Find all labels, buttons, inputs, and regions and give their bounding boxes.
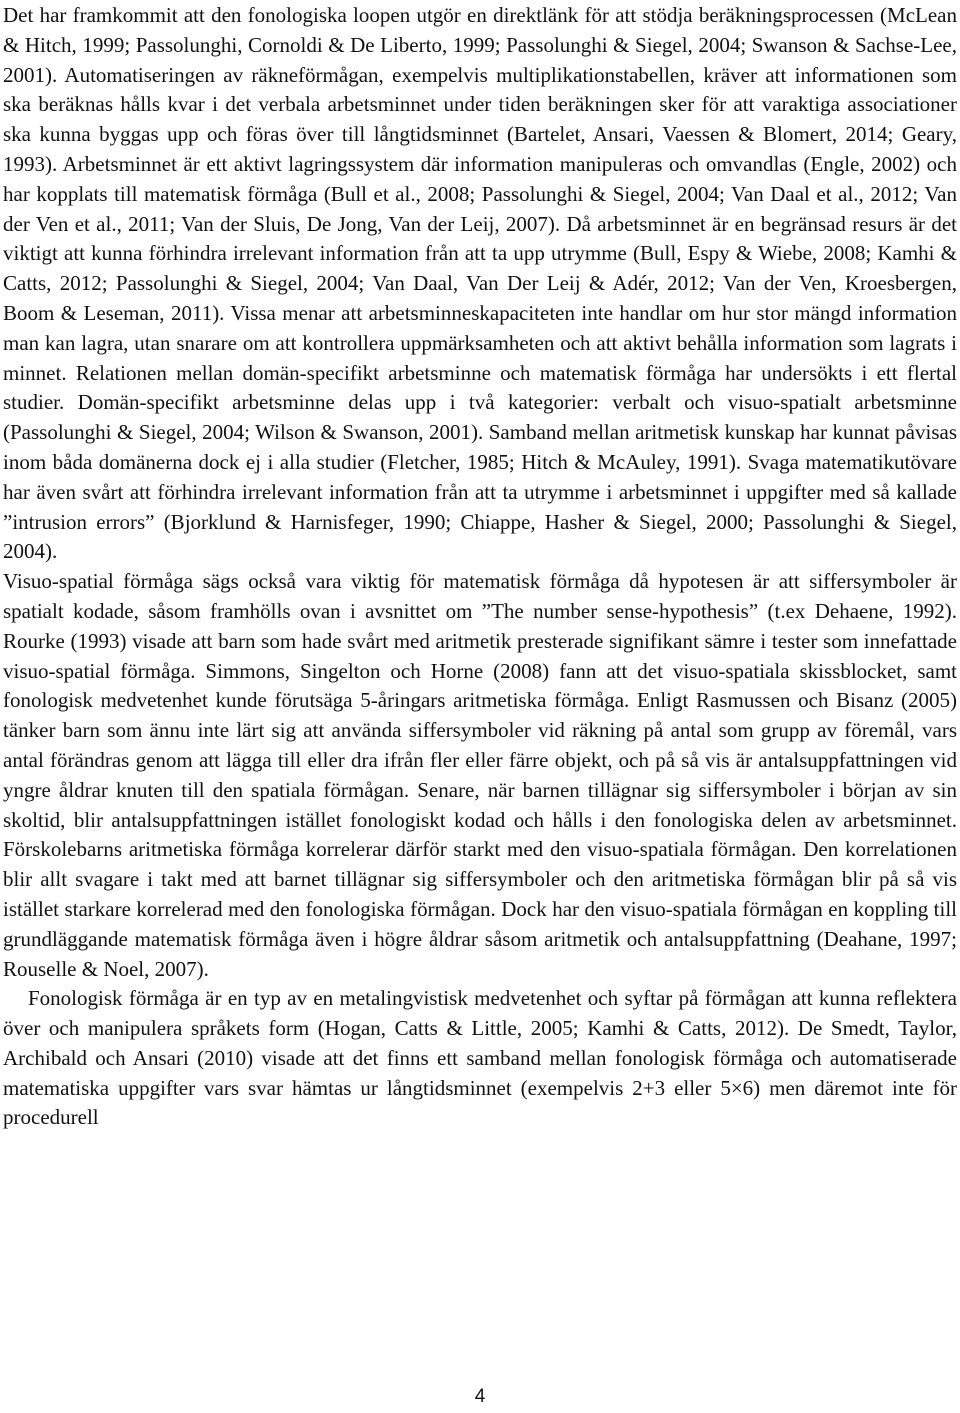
document-page	[3, 0, 957, 1133]
paragraph-phonological: Fonologisk förmåga är en typ av en metalingvistisk medvetenhet och syftar på förmågan att kunna reflektera över och manipulera språkets form (Hogan, Catts & Little, 2005; Kamhi & Catts, 2012). De Smedt, Taylor, Archibald och Ansari (2010) visade att det finns ett samband mellan fonologisk förmåga och automatiserade matematiska uppgifter vars svar hämtas ur långtidsminnet (exempelvis 2+3 eller 5×6) men däremot inte för procedurell	[3, 986, 957, 1130]
paragraph-visuo-spatial: Visuo-spatial förmåga sägs också vara viktig för matematisk förmåga då hypotesen är att siffersymboler är spatialt kodade, såsom framhölls ovan i avsnittet om ”The number sense-hypothesis” (t.ex Dehaene, 1992). Rourke (1993) visade att barn som hade svårt med aritmetik presterade signifikant sämre i tester som innefattade visuo-spatial förmåga. Simmons, Singelton och Horne (2008) fann att det visuo-spatiala skissblocket, samt fonologisk medvetenhet kunde förutsäga 5-åringars aritmetiska förmåga. Enligt Rasmussen och Bisanz (2005) tänker barn som ännu inte lärt sig att använda siffersymboler vid räkning på antal som grupp av föremål, vars antal förändras genom att lägga till eller dra ifrån fler eller färre objekt, och på så vis är antalsuppfattningen vid yngre åldrar knuten till den spatiala förmågan. Senare, när barnen tillägnar sig siffersymboler i början av sin skoltid, blir antalsuppfattningen istället fonologiskt kodad och hålls i den fonologiska delen av arbetsminnet. Förskolebarns aritmetiska förmåga korrelerar därför starkt med den visuo-spatiala förmågan. Den korrelationen blir allt svagare i takt med att barnet tillägnar sig siffersymboler och den aritmetiska förmågan blir på så vis istället starkare korrelerad med den fonologiska förmågan. Dock har den visuo-spatiala förmågan en koppling till grundläggande matematisk förmåga även i högre åldrar såsom aritmetik och antalsuppfattning (Deahane, 1997; Rouselle & Noel, 2007).	[3, 569, 957, 981]
paragraph-working-memory: Det har framkommit att den fonologiska loopen utgör en direktlänk för att stödja beräkningsprocessen (McLean & Hitch, 1999; Passolunghi, Cornoldi & De Liberto, 1999; Passolunghi & Siegel, 2004; Swanson & Sachse-Lee, 2001). Automatiseringen av räkneförmågan, exempelvis multiplikationstabellen, kräver att informationen som ska beräknas hålls kvar i det verbala arbetsminnet under tiden beräkningen sker för att varaktiga associationer ska kunna byggas upp och föras över till långtidsminnet (Bartelet, Ansari, Vaessen & Blomert, 2014; Geary, 1993). Arbetsminnet är ett aktivt lagringssystem där information manipuleras och omvandlas (Engle, 2002) och har kopplats till matematisk förmåga (Bull et al., 2008; Passolunghi & Siegel, 2004; Van Daal et al., 2012; Van der Ven et al., 2011; Van der Sluis, De Jong, Van der Leij, 2007). Då arbetsminnet är en begränsad resurs är det viktigt att kunna förhindra irrelevant information från att ta upp utrymme (Bull, Espy & Wiebe, 2008; Kamhi & Catts, 2012; Passolunghi & Siegel, 2004; Van Daal, Van Der Leij & Adér, 2012; Van der Ven, Kroesbergen, Boom & Leseman, 2011). Vissa menar att arbetsminneskapaciteten inte handlar om hur stor mängd information man kan lagra, utan snarare om att kontrollera uppmärksamheten och att aktivt behålla information som lagrats i minnet. Relationen mellan domän-specifikt arbetsminne och matematisk förmåga har undersökts i ett flertal studier. Domän-specifikt arbetsminne delas upp i två kategorier: verbalt och visuo-spatialt arbetsminne (Passolunghi & Siegel, 2004; Wilson & Swanson, 2001). Samband mellan aritmetisk kunskap har kunnat påvisas inom båda domänerna dock ej i alla studier (Fletcher, 1985; Hitch & McAuley, 1991). Svaga matematikutövare har även svårt att förhindra irrelevant information från att ta utrymme i arbetsminnet i uppgifter med så kallade ”intrusion errors” (Bjorklund & Harnisfeger, 1990; Chiappe, Hasher & Siegel, 2000; Passolunghi & Siegel, 2004).	[3, 3, 957, 564]
page-number: 4	[474, 1386, 486, 1407]
